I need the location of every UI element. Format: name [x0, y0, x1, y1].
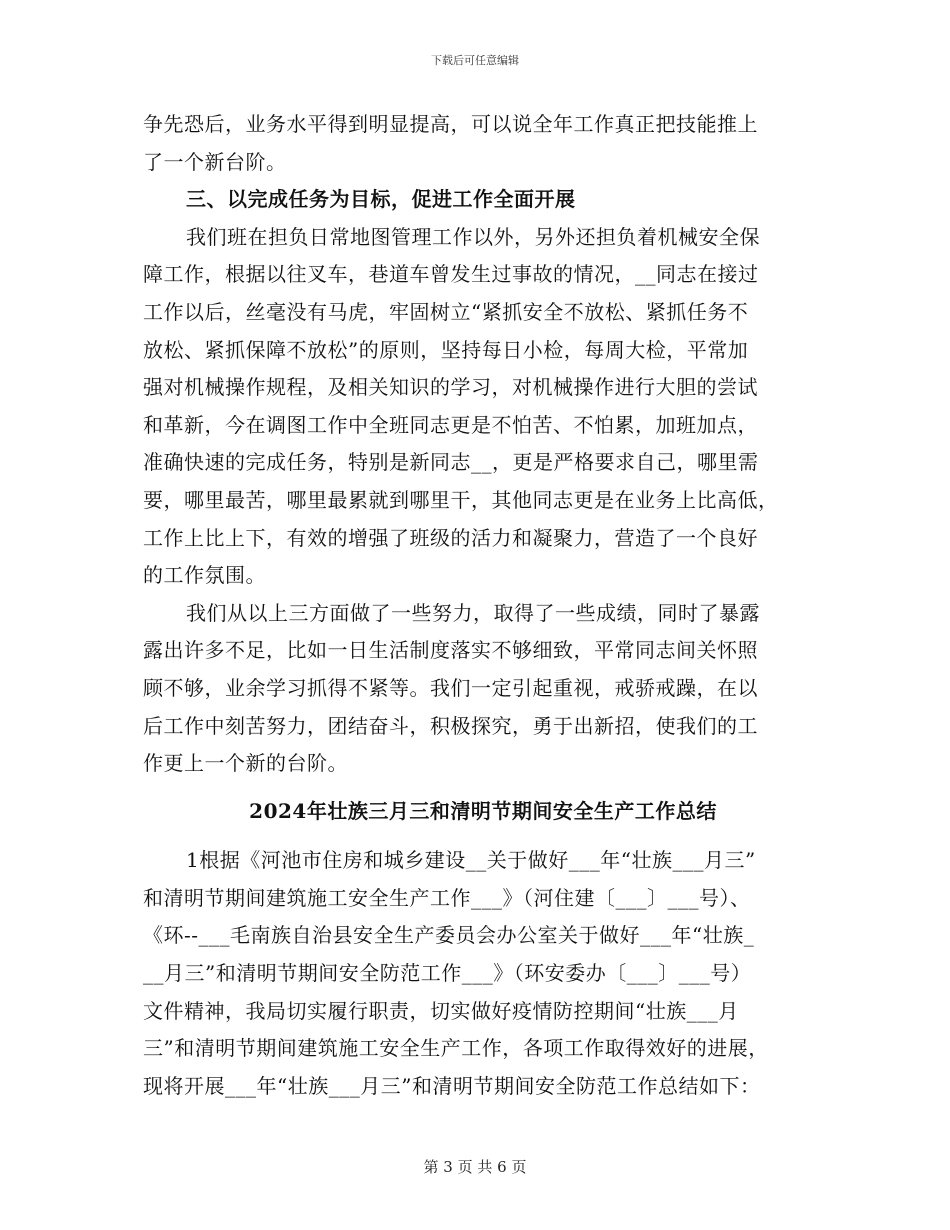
paragraph-line: 了一个新台阶。 — [143, 149, 287, 174]
paragraph-line: 的工作氛围。 — [143, 563, 266, 588]
paragraph-line: 我们从以上三方面做了一些努力，取得了一些成绩，同时了暴露 — [186, 600, 760, 625]
paragraph-line: 作更上一个新的台阶。 — [143, 751, 348, 776]
paragraph-line: 争先恐后，业务水平得到明显提高，可以说全年工作真正把技能推上 — [143, 112, 758, 136]
paragraph-line: 《环--___毛南族自治县安全生产委员会办公室关于做好___年“壮族_ — [143, 923, 755, 948]
paragraph-line: 放松、紧抓保障不放松”的原则，坚持每日小检，每周大检，平常加 — [143, 337, 749, 362]
page-footer: 第 3 页 共 6 页 — [423, 1158, 527, 1176]
paragraph-line: 文件精神，我局切实履行职责，切实做好疫情防控期间“壮族___月 — [143, 998, 739, 1023]
paragraph-line: 现将开展___年“壮族___月三”和清明节期间安全防范工作总结如下： — [143, 1073, 761, 1098]
paragraph-line: 露出许多不足，比如一日生活制度落实不够细致，平常同志间关怀照 — [143, 638, 758, 663]
paragraph-line: 1根据《河池市住房和城乡建设__关于做好___年“壮族___月三” — [186, 848, 756, 873]
paragraph-line: 顾不够，业余学习抓得不紧等。我们一定引起重视，戒骄戒躁，在以 — [143, 675, 758, 700]
paragraph-line: 工作上比上下，有效的增强了班级的活力和凝聚力，营造了一个良好 — [143, 525, 758, 550]
document-title: 2024年壮族三月三和清明节期间安全生产工作总结 — [249, 798, 717, 823]
paragraph-line: 三”和清明节期间建筑施工安全生产工作，各项工作取得效好的进展， — [143, 1036, 769, 1061]
paragraph-line: 障工作，根据以往叉车，巷道车曾发生过事故的情况，__同志在接过 — [143, 262, 759, 287]
paragraph-line: 后工作中刻苦努力，团结奋斗，积极探究，勇于出新招，使我们的工 — [143, 713, 758, 738]
page-header: 下载后可任意编辑 — [431, 54, 519, 67]
paragraph-line: 强对机械操作规程，及相关知识的学习，对机械操作进行大胆的尝试 — [143, 375, 758, 400]
paragraph-line: 和清明节期间建筑施工安全生产工作___》（河住建〔___〕___号）、 — [143, 885, 751, 910]
section-heading: 三、以完成任务为目标，促进工作全面开展 — [186, 187, 576, 212]
paragraph-line: __月三”和清明节期间安全防范工作___》（环安委办〔___〕___号） — [143, 961, 752, 986]
paragraph-line: 工作以后，丝毫没有马虎，牢固树立“紧抓安全不放松、紧抓任务不 — [143, 299, 749, 324]
paragraph-line: 要，哪里最苦，哪里最累就到哪里干，其他同志更是在业务上比高低， — [143, 487, 779, 512]
document-body — [143, 106, 823, 1105]
paragraph-line: 准确快速的完成任务，特别是新同志__，更是严格要求自己，哪里需 — [143, 450, 759, 475]
paragraph-line: 和革新，今在调图工作中全班同志更是不怕苦、不怕累，加班加点， — [143, 412, 758, 437]
paragraph-line: 我们班在担负日常地图管理工作以外，另外还担负着机械安全保 — [186, 224, 760, 249]
